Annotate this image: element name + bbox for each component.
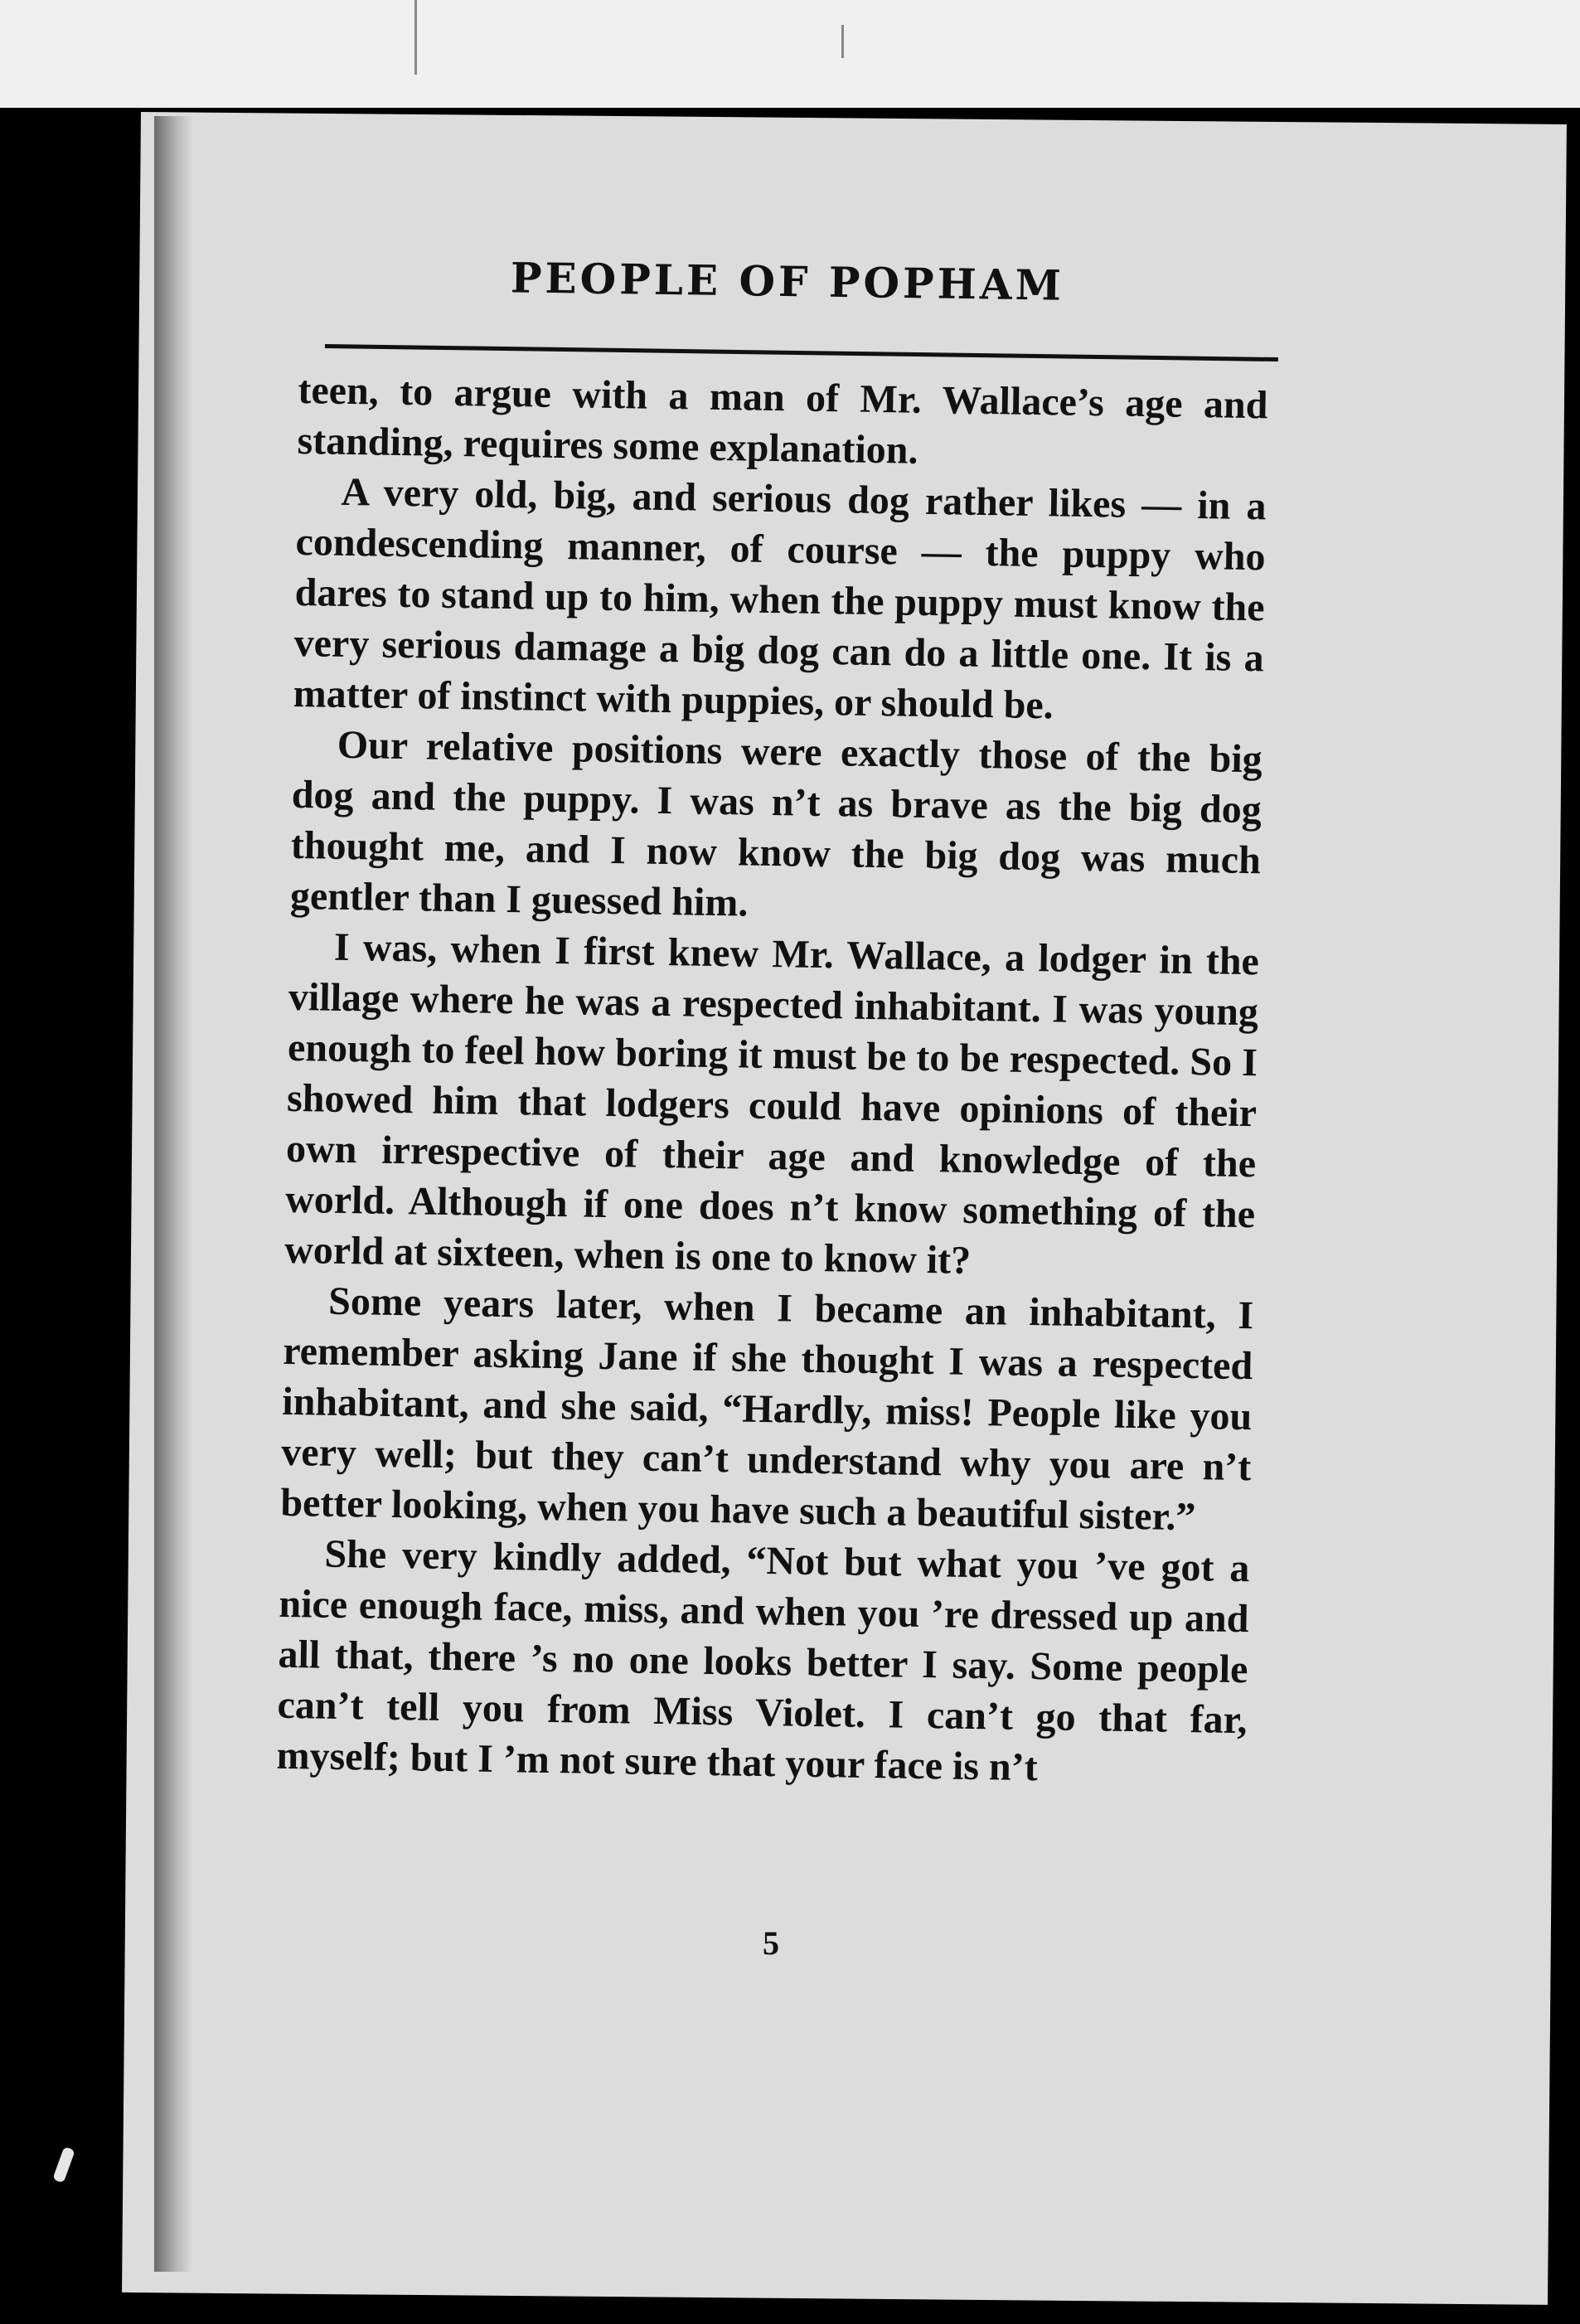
stray-ink-mark	[52, 2147, 75, 2183]
body-text	[276, 365, 1268, 1796]
running-head: PEOPLE OF POPHAM	[510, 253, 1065, 310]
top-edge-mark	[841, 25, 844, 58]
paragraph: teen, to argue with a man of Mr. Wallace’s age and standing, requires some explanation.	[297, 367, 1268, 473]
top-background-strip	[0, 0, 1580, 108]
paragraph: Our relative positions were exactly those of the big dog and the puppy. I was n’t as brave as the big dog thought me, and I now know the big dog was much gentler than I guessed him.	[289, 722, 1263, 925]
page-gutter-shadow	[154, 116, 192, 2272]
top-edge-mark	[414, 0, 417, 75]
page-number: 5	[763, 1924, 779, 1962]
paragraph: Some years later, when I became an inhabitant, I remember asking Jane if she thought I was a respected inhabitant, and she said, “Hardly, miss! People like you very well; but they can’t understand why you are n’t better looking, when you have such a beautiful sister.”	[280, 1278, 1254, 1540]
paragraph: A very old, big, and serious dog rather likes — in a condescending manner, of course — the puppy who dares to stand up to him, when the puppy must know the very serious damage a big dog can do a little one. It is a matter of instinct with puppies, or should be.	[293, 469, 1267, 728]
paragraph: She very kindly added, “Not but what you ’ve got a nice enough face, miss, and when you ’re dressed up and all that, there ’s no one looks better I say. Some people can’t tell you from Miss Violet. I can’t go that far, myself; but I ’m not sure that your face is n’t	[276, 1531, 1250, 1790]
paragraph: I was, when I first knew Mr. Wallace, a lodger in the village where he was a respected inhabitant. I was young enough to feel how boring it must be to be respected. So I showed him that lodgers could have opinions of their own irrespective of their age and knowledge of the world. Although if one does n’t know something of the world at sixteen, when is one to know it?	[284, 924, 1260, 1283]
